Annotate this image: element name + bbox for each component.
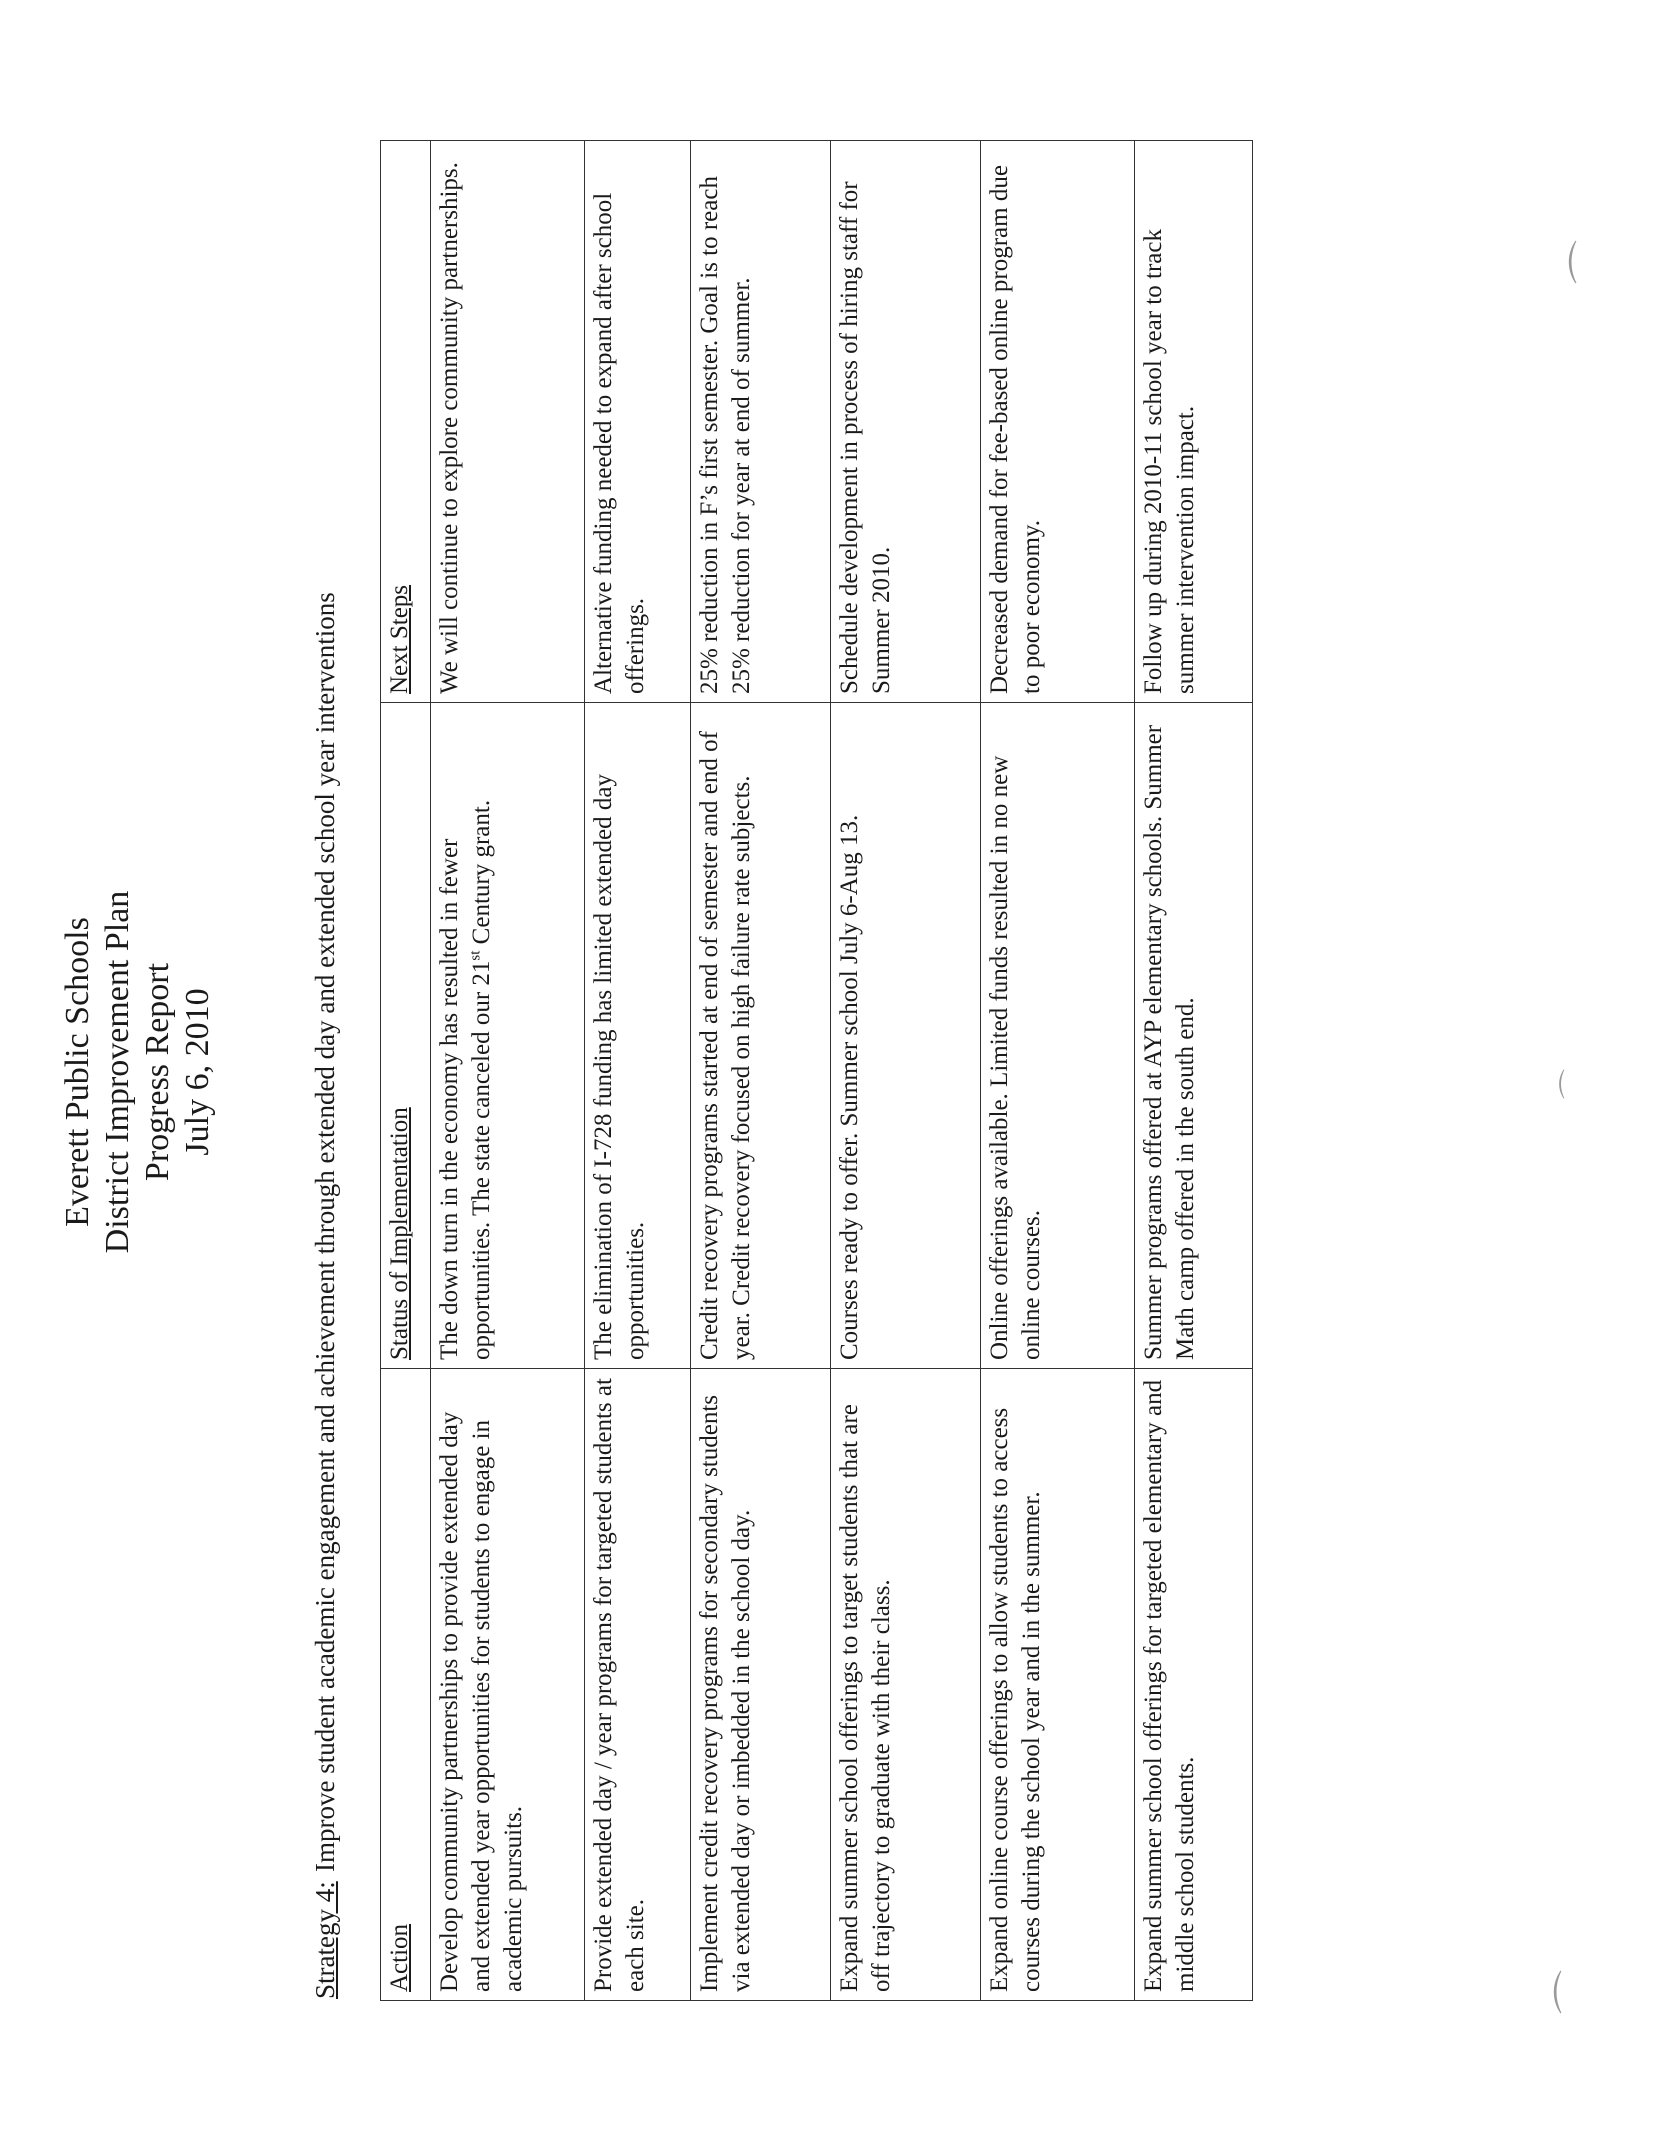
table-row bbox=[831, 141, 981, 2001]
column-header-next-steps: Next Steps bbox=[381, 141, 431, 703]
table-row bbox=[431, 141, 585, 2001]
progress-table bbox=[380, 140, 1253, 2001]
district-name: Everett Public Schools bbox=[59, 917, 96, 1227]
column-header-action: Action bbox=[381, 1369, 431, 2001]
action-cell: Provide extended day / year programs for targeted students at each site. bbox=[585, 1369, 691, 2001]
scan-mark: ⌒ bbox=[1551, 1970, 1602, 2014]
status-cell: The down turn in the economy has resulted in fewer opportunities. The state canceled our 21st Century grant. bbox=[431, 703, 585, 1369]
action-cell: Expand summer school offerings for targeted elementary and middle school students. bbox=[1135, 1369, 1253, 2001]
action-cell: Expand online course offerings to allow students to access courses during the school year and in the summer. bbox=[981, 1369, 1135, 2001]
next-steps-cell: Schedule development in process of hiring staff for Summer 2010. bbox=[831, 141, 981, 703]
strategy-statement bbox=[310, 592, 341, 1999]
status-cell: Credit recovery programs started at end of semester and end of year. Credit recovery focused on high failure rate subjects. bbox=[691, 703, 831, 1369]
action-cell: Expand summer school offerings to target students that are off trajectory to graduate with their class. bbox=[831, 1369, 981, 2001]
plan-title: District Improvement Plan bbox=[99, 890, 136, 1254]
status-cell: The elimination of I-728 funding has limited extended day opportunities. bbox=[585, 703, 691, 1369]
action-cell: Implement credit recovery programs for secondary students via extended day or imbedded in the school day. bbox=[691, 1369, 831, 2001]
table-row bbox=[1135, 141, 1253, 2001]
scan-mark: ⌒ bbox=[1566, 240, 1617, 284]
column-header-status: Status of Implementation bbox=[381, 703, 431, 1369]
next-steps-cell: 25% reduction in F’s first semester. Goal is to reach 25% reduction for year at end of summer. bbox=[691, 141, 831, 703]
table-row bbox=[981, 141, 1135, 2001]
strategy-text: Improve student academic engagement and achievement through extended day and extended school year interventions bbox=[310, 592, 340, 1872]
document-header bbox=[58, 0, 218, 2144]
report-date: July 6, 2010 bbox=[179, 988, 216, 1156]
next-steps-cell: We will continue to explore community partnerships. bbox=[431, 141, 585, 703]
scan-mark: ⌒ bbox=[1558, 1069, 1593, 1099]
table-header-row bbox=[381, 141, 431, 2001]
next-steps-cell: Alternative funding needed to expand after school offerings. bbox=[585, 141, 691, 703]
table-row bbox=[691, 141, 831, 2001]
next-steps-cell: Follow up during 2010-11 school year to track summer intervention impact. bbox=[1135, 141, 1253, 703]
strategy-label: Strategy 4: bbox=[310, 1881, 340, 1999]
table-row bbox=[585, 141, 691, 2001]
status-cell: Summer programs offered at AYP elementary schools. Summer Math camp offered in the south end. bbox=[1135, 703, 1253, 1369]
action-cell: Develop community partnerships to provide extended day and extended year opportunities for students to engage in academic pursuits. bbox=[431, 1369, 585, 2001]
next-steps-cell: Decreased demand for fee-based online program due to poor economy. bbox=[981, 141, 1135, 703]
status-cell: Online offerings available. Limited funds resulted in no new online courses. bbox=[981, 703, 1135, 1369]
status-cell: Courses ready to offer. Summer school July 6-Aug 13. bbox=[831, 703, 981, 1369]
report-title: Progress Report bbox=[139, 962, 176, 1182]
